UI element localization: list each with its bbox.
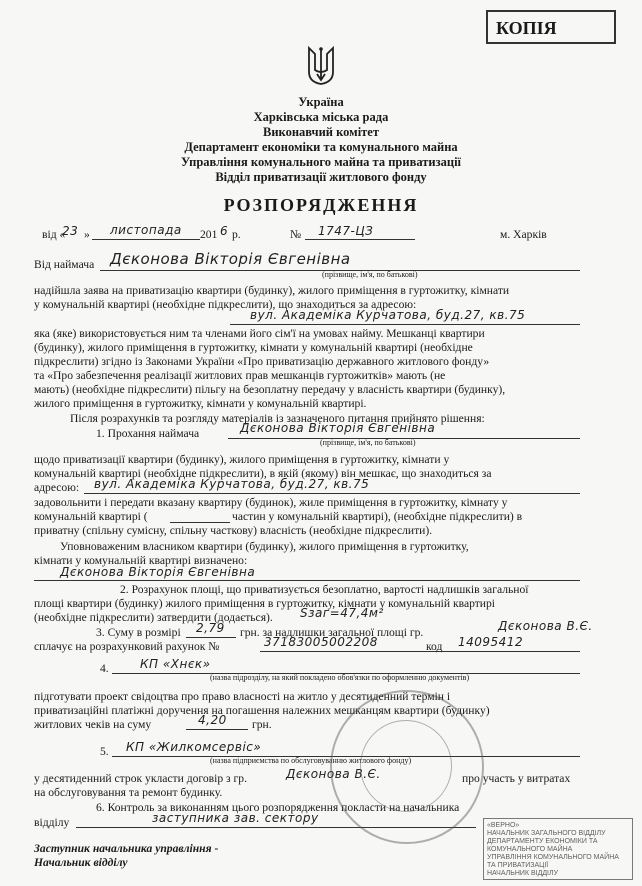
verification-stamp-line-2: НАЧАЛЬНИК ЗАГАЛЬНОГО ВІДДІЛУ <box>487 830 606 837</box>
city: м. Харків <box>500 228 547 241</box>
number-label: № <box>290 228 302 241</box>
area-handwritten: Sзаг=47,4м² <box>300 606 384 620</box>
date-year-prefix: 201 <box>200 228 218 241</box>
currency-label: грн. <box>252 718 272 731</box>
trident-emblem-icon <box>305 44 337 86</box>
paragraph-6-text: грн. за надлишки загальної площі гр. <box>240 626 424 639</box>
verification-stamp-line-1: «ВЕРНО» <box>487 822 520 829</box>
paragraph-4-line-2: кімнати у комунальній квартирі визначено: <box>34 554 248 567</box>
header-division: Відділ приватизації житлового фонду <box>215 170 427 184</box>
date-year-end: р. <box>232 228 241 241</box>
date-year-suffix: 6 <box>220 224 229 238</box>
paragraph-1-line-4: (будинку), жилого приміщення в гуртожитку, кімнати у комунальній квартирі (необхідне <box>34 341 473 354</box>
owner-name-handwritten: Дєконова Вікторія Євгенівна <box>60 565 256 579</box>
paragraph-10-line-1b: про участь у витратах <box>462 772 571 785</box>
paragraph-4-line-1: Уповноваженим власником квартири (будинку), жилого приміщення в гуртожитку, <box>60 540 469 553</box>
item-4-org: КП «Хнєк» <box>140 657 211 671</box>
address-handwritten-1: вул. Академіка Курчатова, буд.27, кв.75 <box>250 308 526 322</box>
date-prefix: від « <box>42 228 66 241</box>
paragraph-1-line-6: та «Про забезпечення реалізації житлових прав мешканців гуртожитків» мають (не <box>34 369 446 382</box>
paragraph-3-line-5a: комунальній квартирі ( <box>34 510 148 523</box>
paragraph-8-line-3: житлових чеків на суму <box>34 718 152 731</box>
paragraph-3-line-6: приватну (спільну сумісну, спільну часткову) власність (необхідне підкреслити). <box>34 524 433 537</box>
round-seal-stamp <box>330 690 484 844</box>
item-5-org: КП «Жилкомсервіс» <box>126 740 262 754</box>
paragraph-3-line-4: задовольнити і передати вказану квартиру (будинок), жиле приміщення в гуртожитку, кімнату у <box>34 496 508 509</box>
paragraph-1-line-5: підкреслити) згідно із Законами України «Про приватизацію державного житлового фонду» <box>34 355 490 368</box>
paragraph-1-line-3: яка (яке) використовується ним та членами його сім'ї на умовах найму. Мешканці квартири <box>34 327 485 340</box>
paragraph-3-line-5b: частин у комунальній квартирі), (необхідне підкреслити) в <box>232 510 523 523</box>
tenant-caption: (прізвище, ім'я, по батькові) <box>322 270 418 279</box>
paragraph-1-line-2: у комунальній квартирі (необхідне підкреслити), що знаходиться за адресою: <box>34 298 417 311</box>
item-5-number: 5. <box>100 745 109 758</box>
paragraph-1-line-1: надійшла заява на приватизацію квартири (будинку), жилого приміщення в гуртожитку, кімнати <box>34 284 510 297</box>
contract-party-name: Дєконова В.Є. <box>286 767 381 781</box>
paragraph-2-line-1: Після розрахунків та розгляду матеріалів із зазначеного питання прийнято рішення: <box>70 412 485 425</box>
paragraph-5-line-1: 2. Розрахунок площі, що приватизується безоплатно, вартості надлишків загальної <box>120 583 529 596</box>
copy-stamp: КОПІЯ <box>486 10 616 44</box>
item-4-number: 4. <box>100 662 109 675</box>
paragraph-10-line-2: на обслуговування та ремонт будинку. <box>34 786 223 799</box>
address-handwritten-2: вул. Академіка Курчатова, буд.27, кв.75 <box>94 477 370 491</box>
paragraph-1-line-8: жилого приміщення в гуртожитку, кімнати у комунальній квартирі. <box>34 397 367 410</box>
signature-line-1: Заступник начальника управління - <box>34 842 219 855</box>
paragraph-8-line-2: приватизаційні платіжні доручення на погашення належних мешканцям квартири (будинку) <box>34 704 490 717</box>
paragraph-11-line-2: відділу <box>34 816 70 829</box>
tenant-name: Дєконова Вікторія Євгенівна <box>110 250 351 268</box>
tenant-caption-2: (прізвище, ім'я, по батькові) <box>320 438 416 447</box>
tenant-name-handwritten-2: Дєконова Вікторія Євгенівна <box>240 421 436 435</box>
account-number: 37183005002208 <box>264 635 378 649</box>
surplus-sum: 2,79 <box>196 621 225 635</box>
header-council: Харківська міська рада <box>253 110 389 124</box>
paragraph-3-line-1: щодо приватизації квартири (будинку), жилого приміщення в гуртожитку, кімнати у <box>34 453 450 466</box>
item-5-caption: (назва підприємства по обслуговуванню житлового фонду) <box>210 756 412 765</box>
verification-stamp-line-4: УПРАВЛІННЯ КОМУНАЛЬНОГО МАЙНА ТА ПРИВАТИЗАЦІЇ <box>487 854 619 869</box>
document-title: РОЗПОРЯДЖЕННЯ <box>223 195 419 215</box>
paragraph-1-line-7: мають) (необхідне підкреслити) пільгу на безоплатну передачу у власність квартири (будинку), <box>34 383 506 396</box>
date-month: листопада <box>110 223 182 237</box>
payer-name: Дєконова В.Є. <box>498 619 593 633</box>
paragraph-5-line-3: (необхідне підкреслити) затвердити (додається). <box>34 611 273 624</box>
code-number: 14095412 <box>458 635 524 649</box>
verification-stamp-line-3: ДЕПАРТАМЕНТУ ЕКОНОМІКИ ТА КОМУНАЛЬНОГО МАЙНА <box>487 838 598 853</box>
header-department: Департамент економіки та комунального майна <box>184 140 458 154</box>
header-directorate: Управління комунального майна та приватизації <box>180 155 462 169</box>
paragraph-8-line-1: підготувати проект свідоцтва про право власності на житло у десятиденний термін і <box>34 690 451 703</box>
verification-stamp <box>483 818 633 880</box>
paragraph-5-line-2: площі квартири (будинку) жилого приміщення в гуртожитку, кімнати у комунальній квартирі <box>34 597 496 610</box>
header-country: Україна <box>298 95 344 109</box>
date-day: 23 <box>62 224 79 238</box>
paragraph-11-line-1: 6. Контроль за виконанням цього розпорядження покласти на начальника <box>96 801 460 814</box>
tenant-label: Від наймача <box>34 258 95 271</box>
verification-stamp-line-5: НАЧАЛЬНИК ВІДДІЛУ <box>487 870 559 877</box>
item-4-caption: (назва підрозділу, на який покладено обов'язки по оформленню документів) <box>210 673 470 682</box>
signature-line-2: Начальник відділу <box>34 856 128 869</box>
paragraph-3-line-2: комунальній квартирі (необхідне підкреслити), в якій (якому) він мешкає, що знаходиться за <box>34 467 492 480</box>
paragraph-10-line-1: у десятиденний строк укласти договір з гр. <box>34 772 247 785</box>
code-label: код <box>426 640 443 653</box>
paragraph-6-account-label: сплачує на розрахунковий рахунок № <box>34 640 220 653</box>
paragraph-2-line-2: 1. Прохання наймача <box>96 427 200 440</box>
order-number: 1747-ЦЗ <box>318 224 374 238</box>
paragraph-3-line-3: адресою: <box>34 481 80 494</box>
date-mid: » <box>84 228 90 241</box>
paragraph-6-sum-label: 3. Суму в розмірі <box>96 626 181 639</box>
header-committee: Виконавчий комітет <box>263 125 379 139</box>
control-responsible: заступника зав. сектору <box>152 811 319 825</box>
cheques-sum: 4,20 <box>198 713 227 727</box>
